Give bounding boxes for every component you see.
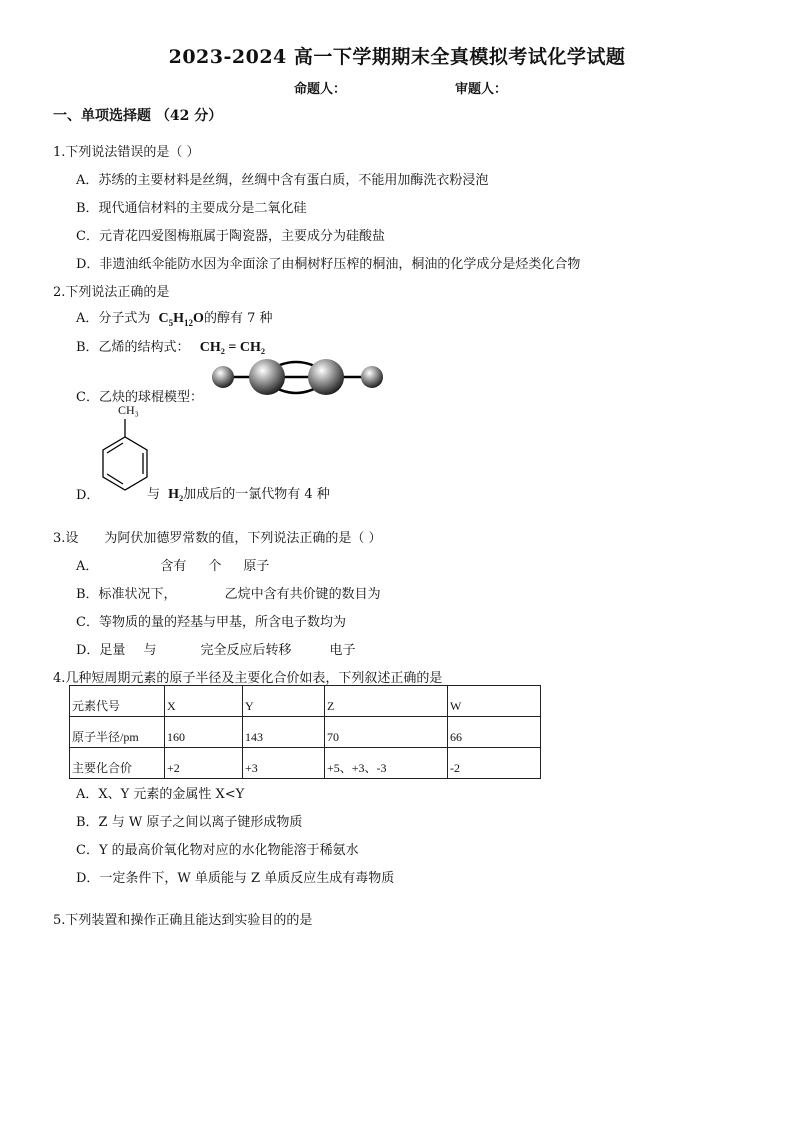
- q1-stem: 1.下列说法错误的是（ ）: [53, 145, 200, 160]
- table-row: 主要化合价 +2 +3 +5、+3、-3 -2: [70, 748, 541, 779]
- q4-option-c: C．Y 的最高价氧化物对应的水化物能溶于稀氨水: [76, 843, 359, 858]
- q1-option-c: C．元青花四爱图梅瓶属于陶瓷器，主要成分为硅酸盐: [76, 229, 385, 244]
- q4-option-d: D．一定条件下，W 单质能与 Z 单质反应生成有毒物质: [76, 871, 395, 886]
- acetylene-ball-stick-model: [205, 355, 390, 403]
- q2-option-d: 与 H₂加成后的一氯代物有 4 种: [147, 487, 330, 502]
- table-row: 原子半径/pm 160 143 70 66: [70, 717, 541, 748]
- q3-option-c: C．等物质的量的羟基与甲基，所含电子数均为: [76, 615, 346, 630]
- element-table: [69, 685, 541, 779]
- q3-stem: 3.设 为阿伏加德罗常数的值，下列说法正确的是（ ）: [53, 531, 382, 546]
- toluene-ch3-label: CH₃: [118, 403, 139, 417]
- q2-option-a: [76, 307, 272, 328]
- q2-stem: 2.下列说法正确的是: [53, 285, 170, 300]
- q2-a-formula: $C_5H_{12}O$: [158, 311, 204, 328]
- q2-option-b: [76, 336, 265, 356]
- q5-stem: 5.下列装置和操作正确且能达到实验目的的是: [53, 913, 313, 928]
- table-row: 元素代号 X Y Z W: [70, 686, 541, 717]
- q2-b-formula: CH₂ = CH₂: [199, 340, 266, 355]
- q1-option-a: A．苏绣的主要材料是丝绸，丝绸中含有蛋白质，不能用加酶洗衣粉浸泡: [76, 173, 489, 188]
- q3-option-d: D．足量 与 完全反应后转移 电子: [76, 643, 356, 658]
- q3-option-b: B．标准状况下， 乙烷中含有共价键的数目为: [76, 587, 381, 602]
- q2-option-d-prefix: D．: [76, 488, 100, 503]
- exam-title: 2023-2024 高一下学期期末全真模拟考试化学试题: [168, 46, 626, 68]
- section-title: 一、单项选择题 （42 分）: [53, 108, 223, 124]
- q2-option-c: C．乙炔的球棍模型：: [76, 390, 203, 405]
- reviewer-label: 审题人：: [455, 82, 508, 97]
- q4-stem: 4.几种短周期元素的原子半径及主要化合价如表，下列叙述正确的是: [53, 671, 443, 686]
- q2-a-suffix: 的醇有 7 种: [203, 311, 273, 326]
- setter-label: 命题人：: [294, 82, 347, 97]
- q4-option-a: A．X、Y 元素的金属性 X<Y: [76, 787, 245, 802]
- q1-option-b: B．现代通信材料的主要成分是二氧化硅: [76, 201, 307, 216]
- q4-option-b: B．Z 与 W 原子之间以离子键形成物质: [76, 815, 303, 830]
- q1-option-d: D．非遗油纸伞能防水因为伞面涂了由桐树籽压榨的桐油，桐油的化学成分是烃类化合物: [76, 257, 581, 272]
- q2-b-prefix: B．乙烯的结构式：: [76, 340, 190, 355]
- q3-option-a: A． 含有 个 原子: [76, 559, 270, 574]
- toluene-structure: [92, 415, 154, 497]
- q2-a-prefix: A．分子式为: [76, 311, 151, 326]
